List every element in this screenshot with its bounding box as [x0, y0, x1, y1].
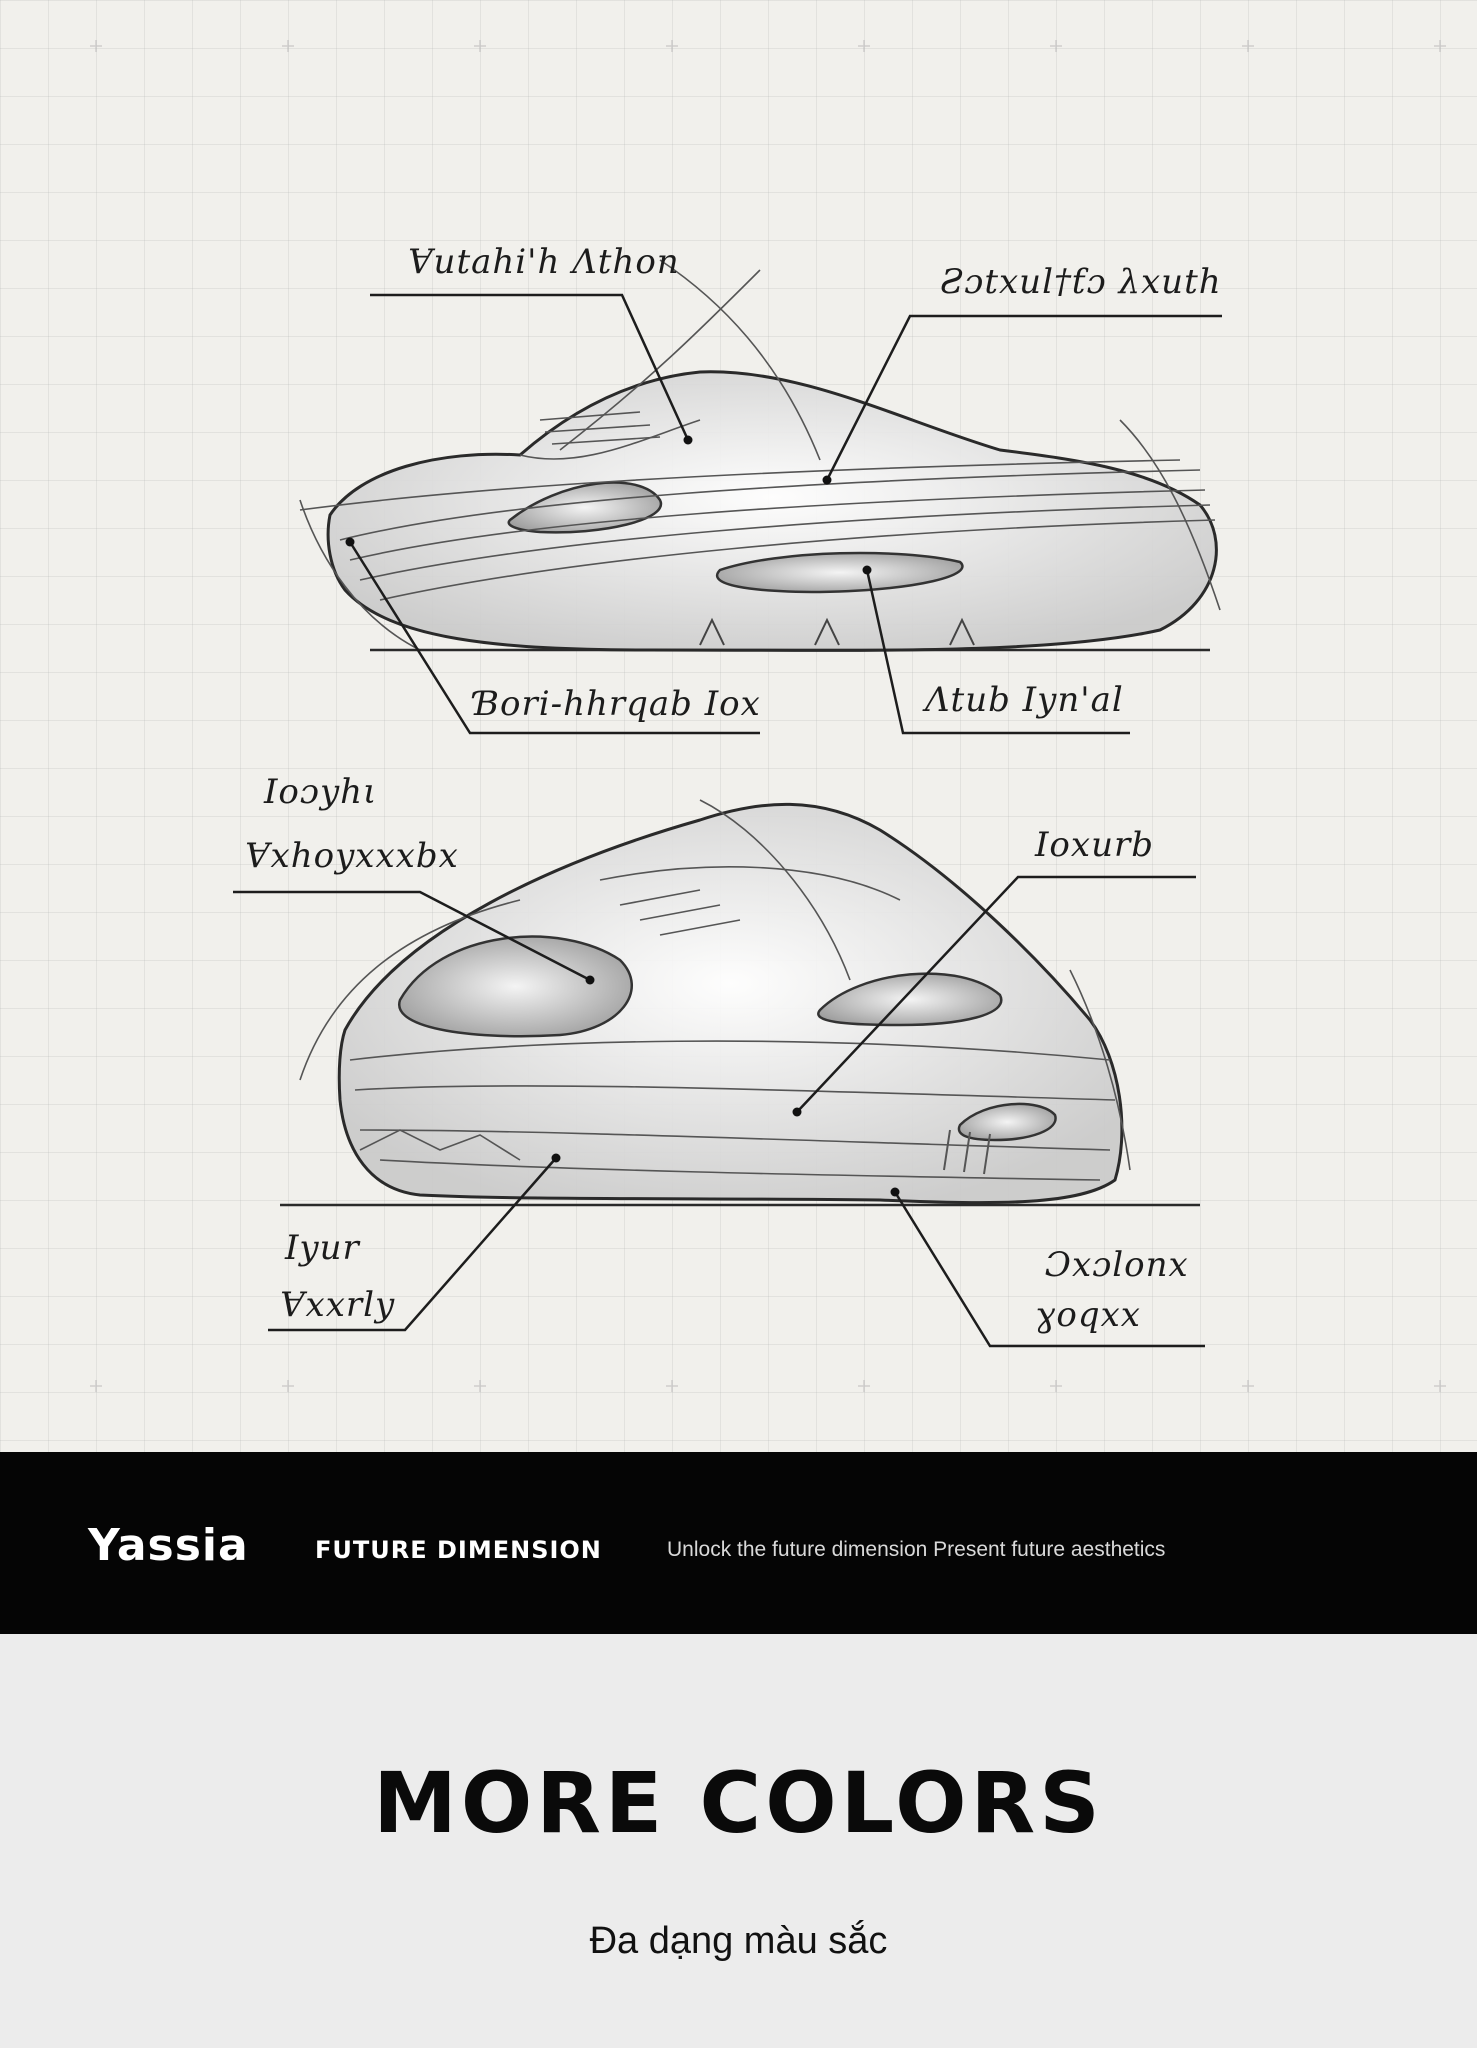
brand-slogan: Unlock the future dimension Present future aesthetics	[667, 1538, 1166, 1561]
sketch-label: Ɐxxrly	[280, 1285, 396, 1325]
sketch-label: ɣoqxx	[1035, 1295, 1141, 1335]
sketch-label: Ɐxhoyxxxbx	[245, 836, 459, 876]
sketch-label: Ɓori-hhrqab Ιox	[474, 684, 761, 724]
top-shoe-sketch	[300, 260, 1220, 650]
brand-tagline: FUTURE DIMENSION	[315, 1536, 602, 1564]
sketch-label: Ιyur	[285, 1228, 360, 1268]
sketch-label: Ƨɔtxul†ƭɔ λxuth	[940, 262, 1222, 302]
sketch-label: Ιoɔyhι	[264, 772, 378, 812]
brand-bar	[0, 1452, 1477, 1634]
sketch-label: Ιoxurb	[1035, 825, 1154, 865]
sketch-label: Λtub Ιyn'al	[925, 680, 1124, 720]
section-subtitle: Đa dạng màu sắc	[589, 1920, 888, 1962]
sketch-label: Ɔxɔlonx	[1045, 1245, 1189, 1285]
section-title: MORE COLORS	[373, 1754, 1104, 1852]
more-colors-section	[0, 1634, 1477, 2048]
sketch-label: Ɐutahi'h Λthon	[408, 242, 680, 282]
brand-logo: Yassia	[88, 1520, 249, 1571]
